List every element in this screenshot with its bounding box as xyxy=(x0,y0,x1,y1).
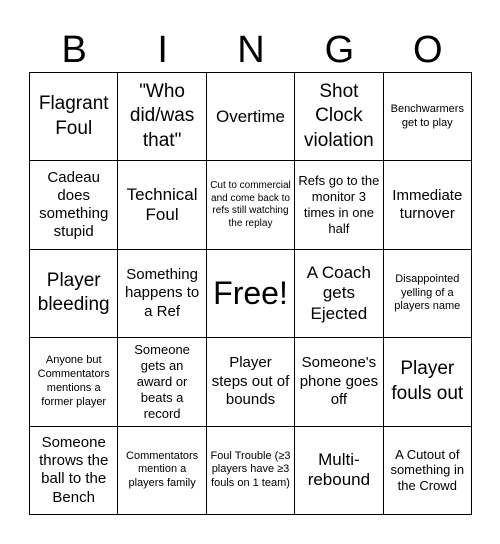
bingo-cell-r2c2[interactable]: Technical Foul xyxy=(118,161,206,249)
header-letter-n: N xyxy=(237,29,265,71)
header-letter-b: B xyxy=(61,29,87,71)
bingo-cell-free[interactable]: Free! xyxy=(207,250,295,338)
header-letter-o: O xyxy=(413,29,443,71)
bingo-cell-r5c5[interactable]: A Cutout of something in the Crowd xyxy=(384,427,472,515)
bingo-cell-r2c5[interactable]: Immediate turnover xyxy=(384,161,472,249)
bingo-cell-r3c4[interactable]: A Coach gets Ejected xyxy=(295,250,383,338)
bingo-cell-r1c3[interactable]: Overtime xyxy=(207,73,295,161)
bingo-cell-r1c1[interactable]: Flagrant Foul xyxy=(30,73,118,161)
bingo-cell-r4c4[interactable]: Someone's phone goes off xyxy=(295,338,383,426)
bingo-cell-r5c3[interactable]: Foul Trouble (≥3 players have ≥3 fouls on 1 team) xyxy=(207,427,295,515)
bingo-cell-r1c5[interactable]: Benchwarmers get to play xyxy=(384,73,472,161)
bingo-board xyxy=(29,72,472,515)
bingo-cell-r2c1[interactable]: Cadeau does something stupid xyxy=(30,161,118,249)
bingo-cell-r5c4[interactable]: Multi-rebound xyxy=(295,427,383,515)
bingo-cell-r5c2[interactable]: Commentators mention a players family xyxy=(118,427,206,515)
bingo-cell-r3c1[interactable]: Player bleeding xyxy=(30,250,118,338)
bingo-cell-r4c1[interactable]: Anyone but Commentators mentions a former player xyxy=(30,338,118,426)
bingo-cell-r4c3[interactable]: Player steps out of bounds xyxy=(207,338,295,426)
bingo-cell-r1c2[interactable]: "Who did/was that" xyxy=(118,73,206,161)
bingo-cell-r4c5[interactable]: Player fouls out xyxy=(384,338,472,426)
bingo-cell-r4c2[interactable]: Someone gets an award or beats a record xyxy=(118,338,206,426)
header-letter-g: G xyxy=(324,29,355,71)
bingo-cell-r1c4[interactable]: Shot Clock violation xyxy=(295,73,383,161)
bingo-cell-r2c4[interactable]: Refs go to the monitor 3 times in one half xyxy=(295,161,383,249)
header-letter-i: I xyxy=(157,29,168,71)
bingo-header xyxy=(30,24,472,76)
bingo-cell-r2c3[interactable]: Cut to commercial and come back to refs still watching the replay xyxy=(207,161,295,249)
bingo-cell-r5c1[interactable]: Someone throws the ball to the Bench xyxy=(30,427,118,515)
bingo-cell-r3c5[interactable]: Disappointed yelling of a players name xyxy=(384,250,472,338)
bingo-cell-r3c2[interactable]: Something happens to a Ref xyxy=(118,250,206,338)
